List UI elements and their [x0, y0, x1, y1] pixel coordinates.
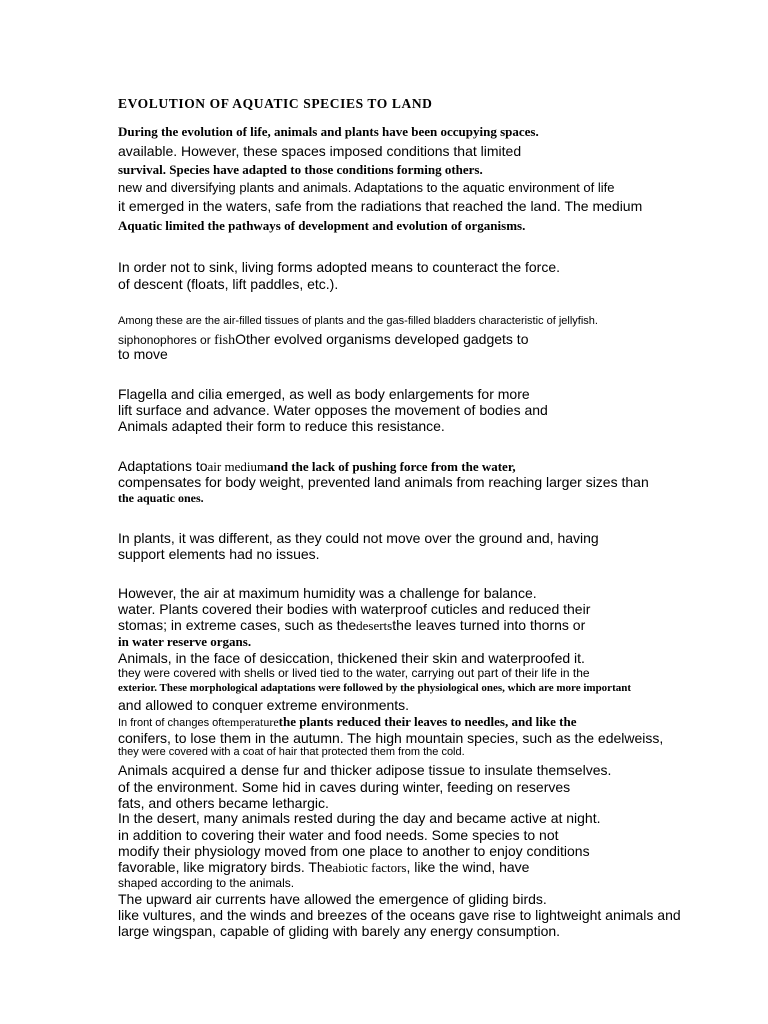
paragraph-2-line-1: In order not to sink, living forms adopted means to counteract the force. [118, 259, 561, 275]
paragraph-1-line-6: Aquatic limited the pathways of development and evolution of organisms. [118, 218, 526, 233]
paragraph-1-line-1: During the evolution of life, animals and plants have been occupying spaces. [118, 124, 539, 139]
paragraph-5-line-2: compensates for body weight, prevented land animals from reaching larger sizes than [118, 474, 649, 490]
paragraph-5-line-1-part-b: air medium [207, 459, 268, 474]
paragraph-7-line-19: shaped according to the animals. [118, 876, 295, 890]
paragraph-7-line-13: of the environment. Some hid in caves during winter, feeding on reserves [118, 779, 571, 795]
paragraph-7-line-9-part-c: the plants reduced their leaves to needles, and like the [278, 714, 577, 729]
paragraph-3-line-1: Among these are the air-filled tissues of plants and the gas-filled bladders characteristic of jellyfish. [118, 315, 598, 327]
paragraph-7-line-7: exterior. These morphological adaptations were followed by the physiological ones, which are more important [118, 682, 632, 694]
paragraph-5-line-1 [118, 458, 516, 475]
paragraph-3-line-3: to move [118, 346, 168, 362]
document-title: EVOLUTION OF AQUATIC SPECIES TO LAND [118, 96, 433, 111]
paragraph-3-line-2 [118, 331, 528, 349]
paragraph-7-line-6: they were covered with shells or lived tied to the water, carrying out part of their life in the [118, 666, 590, 680]
paragraph-7-line-18-part-c: , like the wind, have [406, 859, 530, 875]
paragraph-3-line-2-part-c: Other evolved organisms developed gadgets to [235, 331, 529, 347]
paragraph-7-line-14: fats, and others became lethargic. [118, 795, 329, 811]
paragraph-7-line-9 [118, 714, 576, 730]
paragraph-7-line-22: large wingspan, capable of gliding with barely any energy consumption. [118, 923, 561, 939]
paragraph-1-line-5: it emerged in the waters, safe from the radiations that reached the land. The medium [118, 198, 643, 214]
paragraph-1-line-3: survival. Species have adapted to those conditions forming others. [118, 162, 483, 177]
paragraph-4-line-1: Flagella and cilia emerged, as well as body enlargements for more [118, 386, 530, 402]
paragraph-5-line-1-part-a: Adaptations to [118, 458, 208, 474]
paragraph-7-line-8: and allowed to conquer extreme environments. [118, 697, 410, 713]
paragraph-7-line-2: water. Plants covered their bodies with waterproof cuticles and reduced their [118, 601, 591, 617]
paragraph-7-line-3-part-c: the leaves turned into thorns or [392, 617, 586, 633]
paragraph-7-line-1: However, the air at maximum humidity was a challenge for balance. [118, 585, 537, 601]
paragraph-7-line-21: like vultures, and the winds and breezes of the oceans gave rise to lightweight animals and [118, 907, 681, 923]
paragraph-5-line-3: the aquatic ones. [118, 491, 204, 505]
paragraph-7-line-18-part-a: favorable, like migratory birds. The [118, 859, 333, 875]
paragraph-7-line-3 [118, 617, 585, 634]
paragraph-7-line-10: conifers, to lose them in the autumn. The high mountain species, such as the edelweiss, [118, 730, 664, 746]
paragraph-4-line-3: Animals adapted their form to reduce this resistance. [118, 418, 445, 434]
paragraph-3-line-2-part-b: fish [214, 333, 236, 348]
paragraph-7-line-20: The upward air currents have allowed the emergence of gliding birds. [118, 891, 547, 907]
paragraph-7-line-17: modify their physiology moved from one place to another to enjoy conditions [118, 843, 590, 859]
paragraph-7-line-4: in water reserve organs. [118, 634, 252, 649]
paragraph-7-line-9-part-b: temperature [221, 715, 279, 729]
paragraph-7-line-18 [118, 859, 529, 876]
paragraph-7-line-18-part-b: abiotic factors [332, 860, 407, 875]
paragraph-1-line-4: new and diversifying plants and animals. Adaptations to the aquatic environment of life [118, 180, 615, 195]
paragraph-1-line-2: available. However, these spaces imposed conditions that limited [118, 143, 522, 159]
paragraph-7-line-16: in addition to covering their water and food needs. Some species to not [118, 827, 559, 843]
paragraph-7-line-15: In the desert, many animals rested during the day and became active at night. [118, 810, 601, 826]
paragraph-7-line-5: Animals, in the face of desiccation, thickened their skin and waterproofed it. [118, 650, 585, 666]
paragraph-5-line-1-part-c: and the lack of pushing force from the water, [267, 459, 516, 474]
paragraph-7-line-9-part-a: In front of changes of [118, 717, 222, 729]
paragraph-7-line-11: they were covered with a coat of hair that protected them from the cold. [118, 746, 465, 758]
paragraph-7-line-3-part-a: stomas; in extreme cases, such as the [118, 617, 357, 633]
paragraph-4-line-2: lift surface and advance. Water opposes the movement of bodies and [118, 402, 548, 418]
paragraph-7-line-3-part-b: deserts [356, 618, 393, 633]
paragraph-6-line-1: In plants, it was different, as they could not move over the ground and, having [118, 530, 599, 546]
paragraph-3-line-2-part-a: siphonophores or [118, 333, 215, 347]
paragraph-2-line-2: of descent (floats, lift paddles, etc.). [118, 276, 339, 292]
paragraph-7-line-12: Animals acquired a dense fur and thicker adipose tissue to insulate themselves. [118, 762, 612, 778]
paragraph-6-line-2: support elements had no issues. [118, 546, 320, 562]
